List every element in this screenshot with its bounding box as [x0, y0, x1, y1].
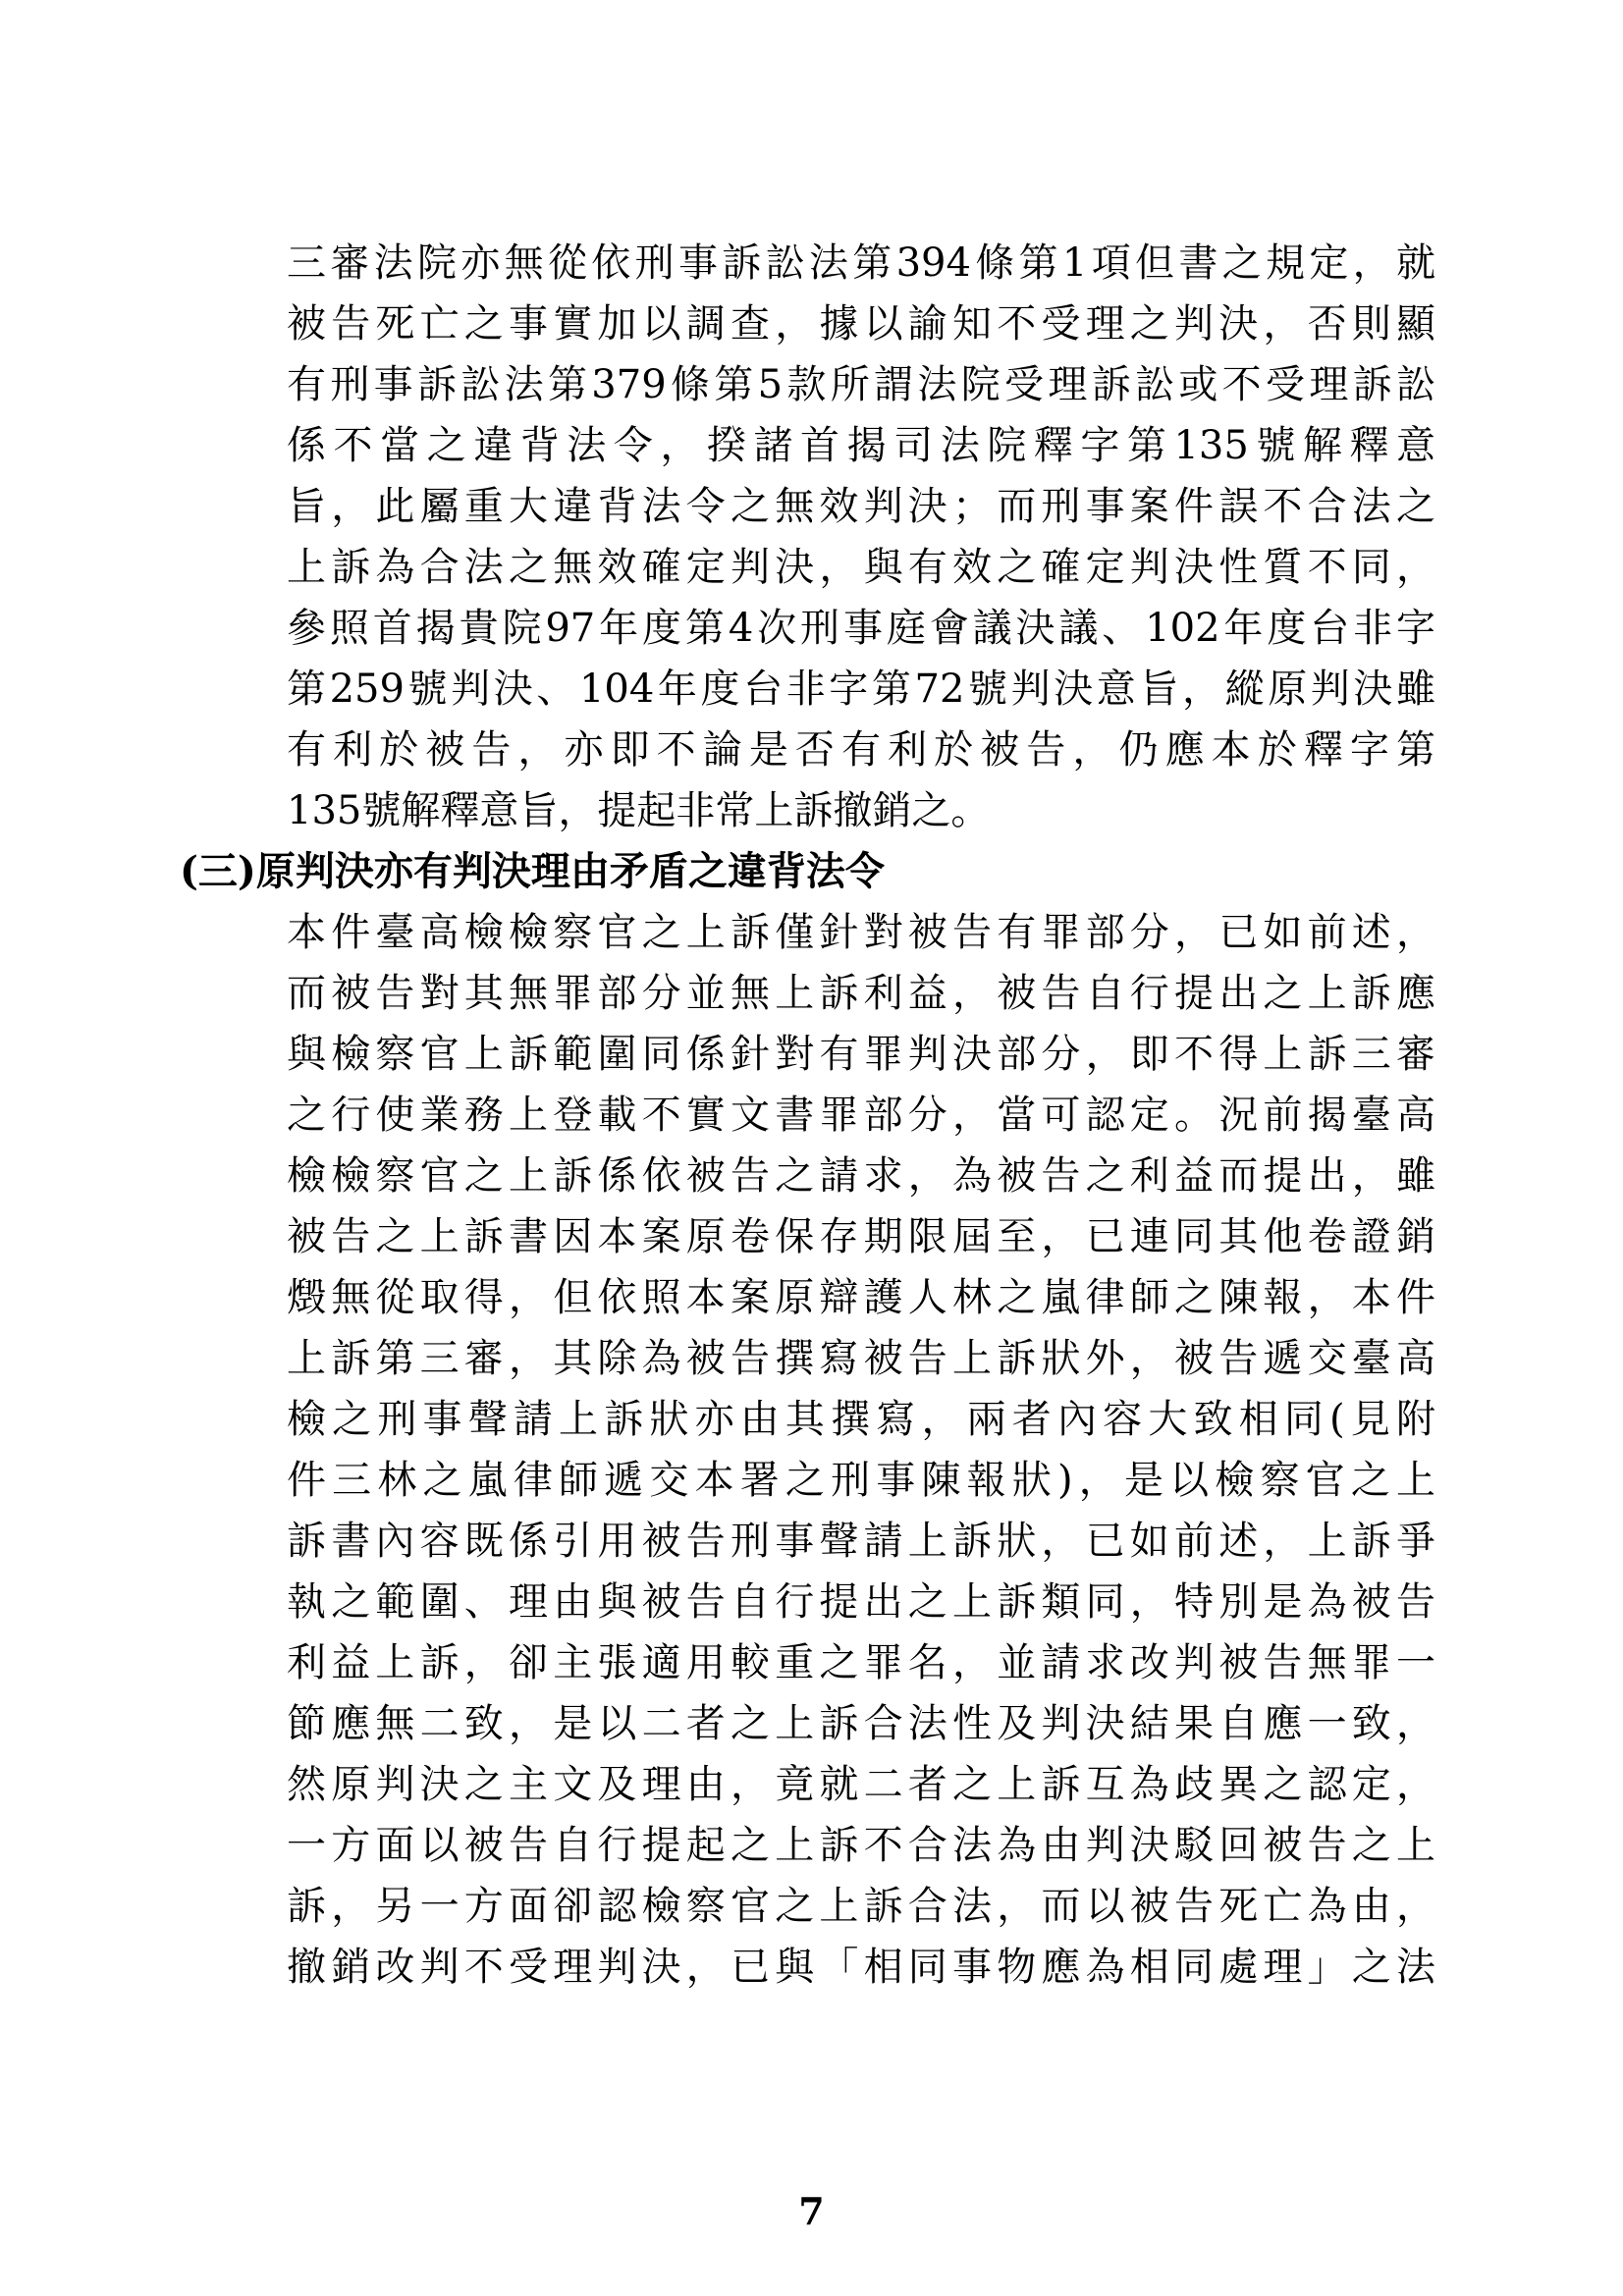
paragraph-2-line-5: 檢檢察官之上訴係依被告之請求，為被告之利益而提出，雖 — [287, 1153, 1435, 1199]
paragraph-1-line-6: 上訴為合法之無效確定判決，與有效之確定判決性質不同， — [287, 545, 1435, 590]
paragraph-1-line-2: 被告死亡之事實加以調查，據以諭知不受理之判決，否則顯 — [287, 301, 1435, 347]
paragraph-2-line-10: 件三林之嵐律師遞交本署之刑事陳報狀)，是以檢察官之上 — [287, 1458, 1435, 1503]
paragraph-2-line-2: 而被告對其無罪部分並無上訴利益，被告自行提出之上訴應 — [287, 971, 1435, 1016]
paragraph-1-line-5: 旨，此屬重大違背法令之無效判決；而刑事案件誤不合法之 — [287, 484, 1435, 529]
paragraph-2-line-17: 訴，另一方面卻認檢察官之上訴合法，而以被告死亡為由， — [287, 1884, 1435, 1929]
paragraph-2-line-1: 本件臺高檢檢察官之上訴僅針對被告有罪部分，已如前述， — [287, 910, 1435, 955]
paragraph-2-line-7: 燬無從取得，但依照本案原辯護人林之嵐律師之陳報，本件 — [287, 1275, 1435, 1320]
paragraph-2-line-14: 節應無二致，是以二者之上訴合法性及判決結果自應一致， — [287, 1701, 1435, 1746]
paragraph-1-line-7: 參照首揭貴院97年度第4次刑事庭會議決議、102年度台非字 — [287, 606, 1435, 651]
paragraph-2-line-13: 利益上訴，卻主張適用較重之罪名，並請求改判被告無罪一 — [287, 1640, 1435, 1685]
paragraph-2-line-9: 檢之刑事聲請上訴狀亦由其撰寫，兩者內容大致相同(見附 — [287, 1397, 1435, 1442]
paragraph-2-line-12: 執之範圍、理由與被告自行提出之上訴類同，特別是為被告 — [287, 1579, 1435, 1625]
paragraph-1-line-1: 三審法院亦無從依刑事訴訟法第394條第1項但書之規定，就 — [287, 240, 1435, 286]
page-number: 7 — [798, 2189, 825, 2233]
paragraph-2-line-6: 被告之上訴書因本案原卷保存期限屆至，已連同其他卷證銷 — [287, 1214, 1435, 1259]
paragraph-1-line-4: 係不當之違背法令，揆諸首揭司法院釋字第135號解釋意 — [287, 423, 1435, 468]
paragraph-1-line-3: 有刑事訴訟法第379條第5款所謂法院受理訴訟或不受理訴訟 — [287, 362, 1435, 407]
paragraph-2-line-16: 一方面以被告自行提起之上訴不合法為由判決駁回被告之上 — [287, 1823, 1435, 1868]
paragraph-2-line-8: 上訴第三審，其除為被告撰寫被告上訴狀外，被告遞交臺高 — [287, 1336, 1435, 1381]
section-heading: (三)原判決亦有判決理由矛盾之違背法令 — [180, 848, 885, 894]
paragraph-2-line-15: 然原判決之主文及理由，竟就二者之上訴互為歧異之認定， — [287, 1762, 1435, 1807]
paragraph-2-line-4: 之行使業務上登載不實文書罪部分，當可認定。況前揭臺高 — [287, 1093, 1435, 1138]
paragraph-2-line-3: 與檢察官上訴範圍同係針對有罪判決部分，即不得上訴三審 — [287, 1032, 1435, 1077]
paragraph-1-line-9: 有利於被告，亦即不論是否有利於被告，仍應本於釋字第 — [287, 727, 1435, 773]
paragraph-2-line-18: 撤銷改判不受理判決，已與「相同事物應為相同處理」之法 — [287, 1945, 1435, 1990]
paragraph-2-line-11: 訴書內容既係引用被告刑事聲請上訴狀，已如前述，上訴爭 — [287, 1519, 1435, 1564]
paragraph-1-line-8: 第259號判決、104年度台非字第72號判決意旨，縱原判決雖 — [287, 667, 1435, 712]
paragraph-1-line-10: 135號解釋意旨，提起非常上訴撤銷之。 — [287, 788, 991, 833]
